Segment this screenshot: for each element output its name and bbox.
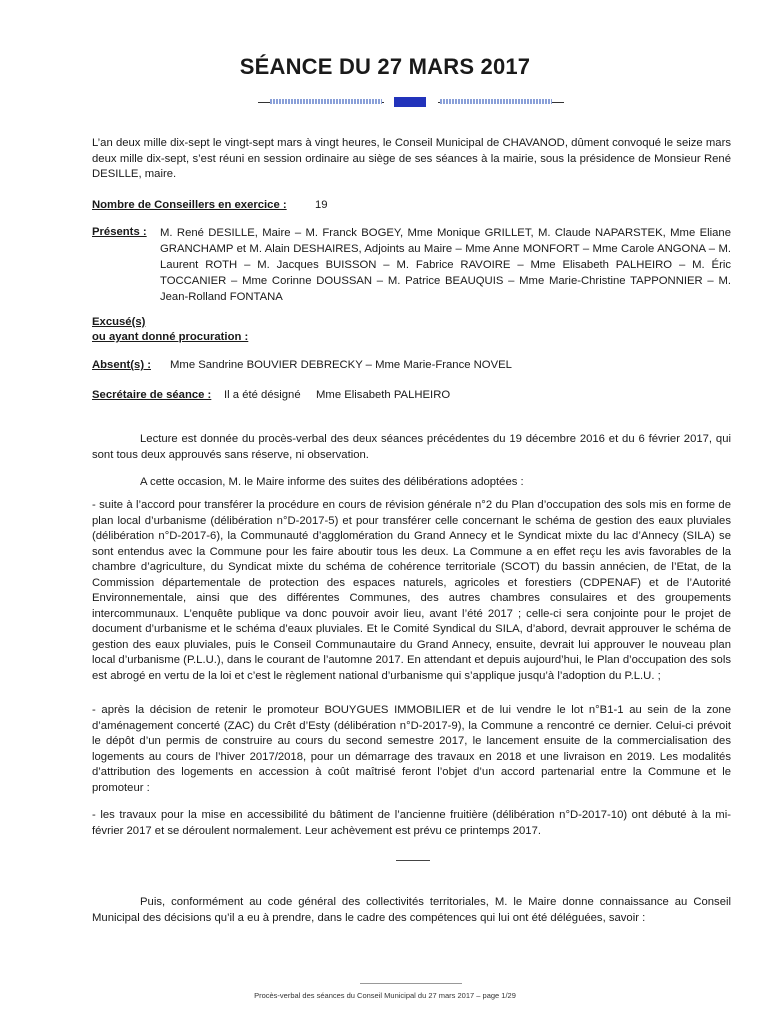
- ornament-band-left: [270, 99, 382, 104]
- conseillers-value: 19: [315, 199, 328, 211]
- secretaire-value: Mme Elisabeth PALHEIRO: [316, 389, 451, 401]
- item-1-paragraph: - suite à l’accord pour transférer la procédure en cours de révision générale n°2 du Plan d’occupation des sols mis en forme de plan local d’urbanisme (délibération n°D-2017-5) et pour transférer celle concernant le schéma de gestion des eaux pluviales (délibération n°D-2017-6), la Communauté d’agglomération du Grand Annecy et le Syndicat mixte du lac d’Annecy (SILA) se sont entendus avec la Commune pour les faire aboutir tous les deux. La Commune a en effet reçu les avis favorables de la chambre d’agriculture, du Syndicat mixte du schéma de cohérence territoriale (SCOT) du bassin annécien, de l’Etat, de la Commission départementale de protection des espaces naturels, agricoles et forestiers (CDPENAF) et de l’Autorité Environnementale, ainsi que des différentes Communes, des autres chambres consulaires et des groupements intercommunaux. L’enquête publique va donc pouvoir avoir lieu, avant l’été 2017 ; celle-ci sera conjointe pour le projet de document d’urbanisme et le schéma d’eaux pluviales. Et le Comité Syndical du SILA, d’abord, devrait approuver le schéma de gestion des eaux pluviales, puis le Conseil Communautaire du Grand Annecy, ensuite, devrait lui approuver le nouveau plan local d’urbanisme (P.L.U.), dans le courant de l’automne 2017. En attendant et depuis aujourd’hui, le Plan d’occupation des sols est abrogé en vertu de la loi et c’est le règlement national d’urbanisme qui s’applique jusqu’à l’adoption du P.L.U. ;: [92, 499, 731, 682]
- section-separator: [396, 860, 430, 861]
- excuses-label-1: Excusé(s): [92, 316, 146, 328]
- lecture-paragraph: Lecture est donnée du procès-verbal des deux séances précédentes du 19 décembre 2016 et du 6 février 2017, qui sont tous deux approuvés sans réserve, ni observation.: [92, 433, 731, 461]
- puis-paragraph: Puis, conformément au code général des collectivités territoriales, M. le Maire donne connaissance au Conseil Municipal des décisions qu’il a eu à prendre, dans le cadre des compétences qui lui ont été déléguées, savoir :: [92, 896, 731, 924]
- conseillers-label: Nombre de Conseillers en exercice :: [92, 199, 287, 211]
- absents-value: Mme Sandrine BOUVIER DEBRECKY – Mme Marie-France NOVEL: [170, 359, 512, 371]
- ornament-band-right: [440, 99, 552, 104]
- item-2-paragraph: - après la décision de retenir le promoteur BOUYGUES IMMOBILIER et de lui vendre le lot n°B1-1 au sein de la zone d’aménagement concerté (ZAC) du Crêt d’Esty (délibération n°D-2017-9), la Commune a rencontré ce dernier. Celui-ci prévoit le dépôt d’un permis de construire au cours du second semestre 2017, le lancement ensuite de la commercialisation des logements au cours de l’hiver 2017/2018, pour un démarrage des travaux en 2018 et une livraison en 2019. Les modalités d’attribution des logements en accession à coût maîtrisé feront l’objet d’un accord partenarial entre la Commune et le promoteur :: [92, 704, 731, 794]
- presents-value: M. René DESILLE, Maire – M. Franck BOGEY, Mme Monique GRILLET, M. Claude NAPARSTEK, Mme Eliane GRANCHAMP et M. Alain DESHAIRES, Adjoints au Maire – Mme Anne MONFORT – Mme Carole ANGONA – M. Laurent ROTH – M. Jacques BUISSON – M. Fabrice RAVOIRE – Mme Elisabeth PALHEIRO – M. Éric TOCCANIER – Mme Corinne DOUSSAN – M. Patrice BEAUQUIS – Mme Marie-Christine TAPPONNIER – M. Jean-Rolland FONTANA: [160, 227, 731, 303]
- page-title: SÉANCE DU 27 MARS 2017: [239, 54, 531, 79]
- occasion-paragraph: A cette occasion, M. le Maire informe des suites des délibérations adoptées :: [140, 476, 524, 488]
- ornament-square: [394, 97, 426, 107]
- excuses-label-2: ou ayant donné procuration :: [92, 331, 249, 343]
- intro-paragraph: L’an deux mille dix-sept le vingt-sept mars à vingt heures, le Conseil Municipal de CHAVANOD, dûment convoqué le seize mars deux mille dix-sept, s’est réuni en session ordinaire au siège de ses séances à la mairie, sous la présidence de Monsieur René DESILLE, maire.: [92, 137, 731, 180]
- page-footer: Procès-verbal des séances du Conseil Municipal du 27 mars 2017 – page 1/29: [254, 991, 516, 1000]
- secretaire-label: Secrétaire de séance :: [92, 389, 212, 401]
- absents-label: Absent(s) :: [92, 359, 151, 371]
- presents-label: Présents :: [92, 226, 147, 238]
- item-3-paragraph: - les travaux pour la mise en accessibilité du bâtiment de l’ancienne fruitière (délibération n°D-2017-10) ont débuté à la mi-février 2017 et se déroulent normalement. Leur achèvement est prévu ce printemps 2017.: [92, 809, 731, 837]
- secretaire-prefix: Il a été désigné: [224, 389, 301, 401]
- title-ornament: [258, 96, 564, 108]
- footer-rule: [360, 983, 462, 984]
